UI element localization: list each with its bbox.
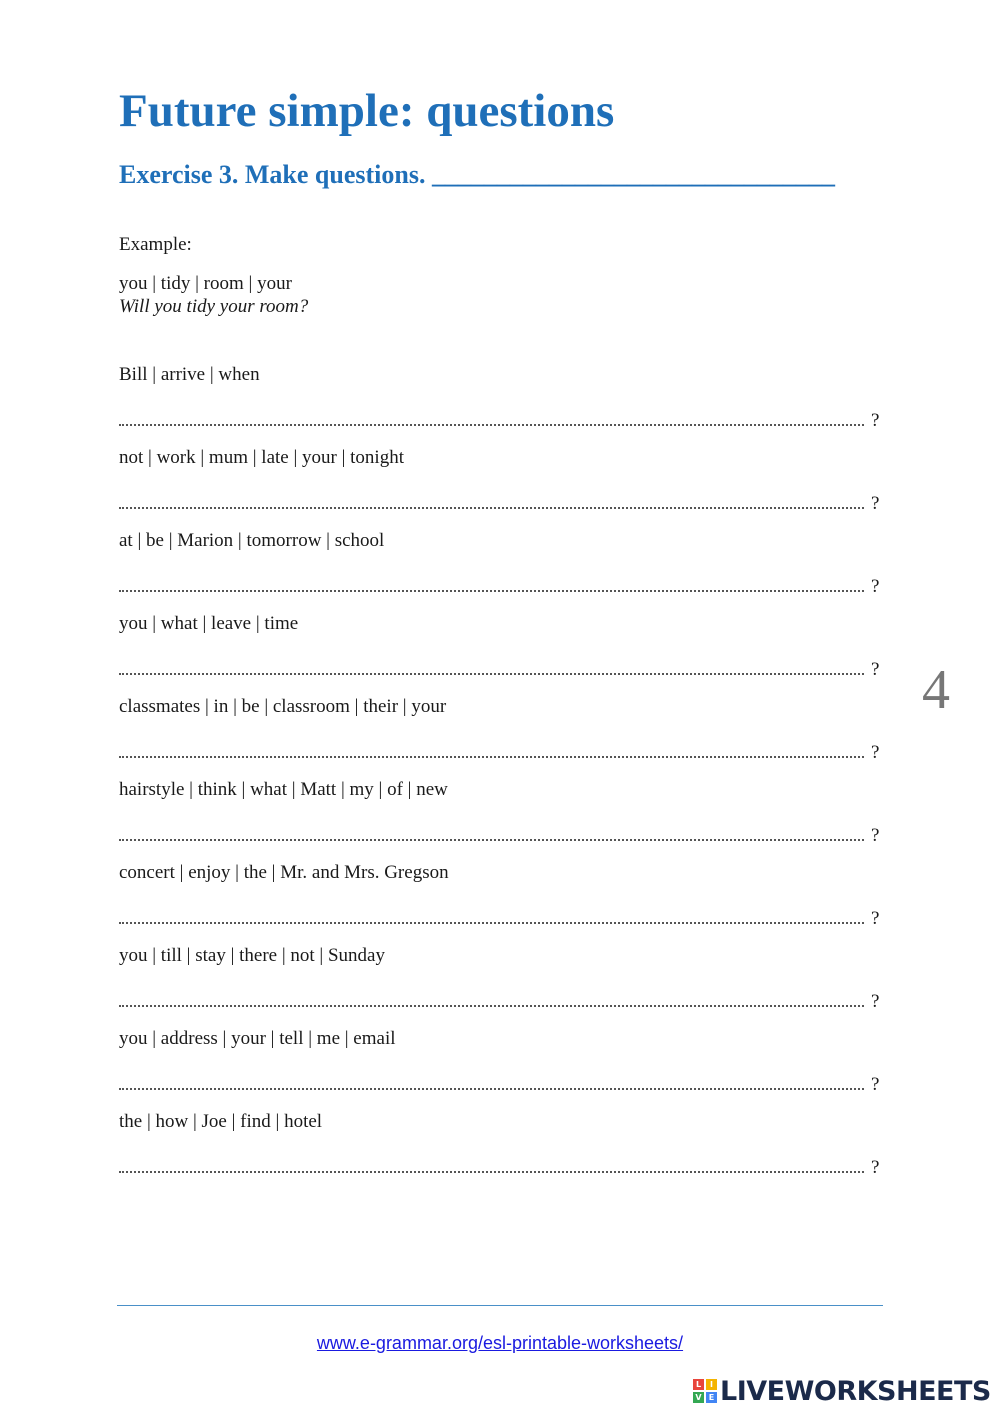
answer-field[interactable] xyxy=(119,1159,864,1173)
answer-field[interactable] xyxy=(119,910,864,924)
example-words: you | tidy | room | your xyxy=(119,273,292,294)
question-mark: ? xyxy=(871,908,880,929)
exercise-item xyxy=(119,364,889,447)
answer-field[interactable] xyxy=(119,1076,864,1090)
exercise-item xyxy=(119,1111,889,1194)
exercise-heading: Exercise 3. Make questions. _______________________________ xyxy=(119,160,835,189)
word-prompt: classmates | in | be | classroom | their | your xyxy=(119,696,447,717)
worksheet-title: Future simple: questions xyxy=(119,85,615,137)
liveworksheets-logo-icon xyxy=(693,1379,717,1403)
page-number: 4 xyxy=(922,659,950,721)
exercise-item xyxy=(119,447,889,530)
word-prompt: you | till | stay | there | not | Sunday xyxy=(119,945,385,966)
exercise-item xyxy=(119,696,889,779)
question-mark: ? xyxy=(871,991,880,1012)
word-prompt: concert | enjoy | the | Mr. and Mrs. Gregson xyxy=(119,862,449,883)
answer-field[interactable] xyxy=(119,578,864,592)
answer-field[interactable] xyxy=(119,412,864,426)
question-mark: ? xyxy=(871,659,880,680)
exercise-item xyxy=(119,945,889,1028)
exercise-item xyxy=(119,779,889,862)
question-mark: ? xyxy=(871,410,880,431)
footer-divider xyxy=(117,1305,883,1306)
question-mark: ? xyxy=(871,1157,880,1178)
question-mark: ? xyxy=(871,493,880,514)
word-prompt: the | how | Joe | find | hotel xyxy=(119,1111,323,1132)
word-prompt: not | work | mum | late | your | tonight xyxy=(119,447,404,468)
example-label: Example: xyxy=(119,234,192,255)
question-mark: ? xyxy=(871,576,880,597)
exercise-items xyxy=(119,364,889,1194)
question-mark: ? xyxy=(871,1074,880,1095)
answer-field[interactable] xyxy=(119,744,864,758)
question-mark: ? xyxy=(871,742,880,763)
word-prompt: Bill | arrive | when xyxy=(119,364,260,385)
liveworksheets-logo xyxy=(693,1374,991,1408)
exercise-item xyxy=(119,530,889,613)
word-prompt: hairstyle | think | what | Matt | my | of | new xyxy=(119,779,448,800)
answer-field[interactable] xyxy=(119,993,864,1007)
logo-tile-i: I xyxy=(706,1379,717,1390)
answer-field[interactable] xyxy=(119,495,864,509)
answer-field[interactable] xyxy=(119,827,864,841)
exercise-item xyxy=(119,1028,889,1111)
logo-tile-e: E xyxy=(706,1392,717,1403)
exercise-item xyxy=(119,613,889,696)
word-prompt: you | address | your | tell | me | email xyxy=(119,1028,396,1049)
answer-field[interactable] xyxy=(119,661,864,675)
example-answer: Will you tidy your room? xyxy=(119,296,309,317)
liveworksheets-logo-text: LIVEWORKSHEETS xyxy=(720,1375,991,1407)
word-prompt: you | what | leave | time xyxy=(119,613,299,634)
word-prompt: at | be | Marion | tomorrow | school xyxy=(119,530,385,551)
logo-tile-l: L xyxy=(693,1379,704,1390)
question-mark: ? xyxy=(871,825,880,846)
exercise-item xyxy=(119,862,889,945)
footer-link[interactable]: www.e-grammar.org/esl-printable-worksheets/ xyxy=(316,1333,684,1353)
logo-tile-v: V xyxy=(693,1392,704,1403)
